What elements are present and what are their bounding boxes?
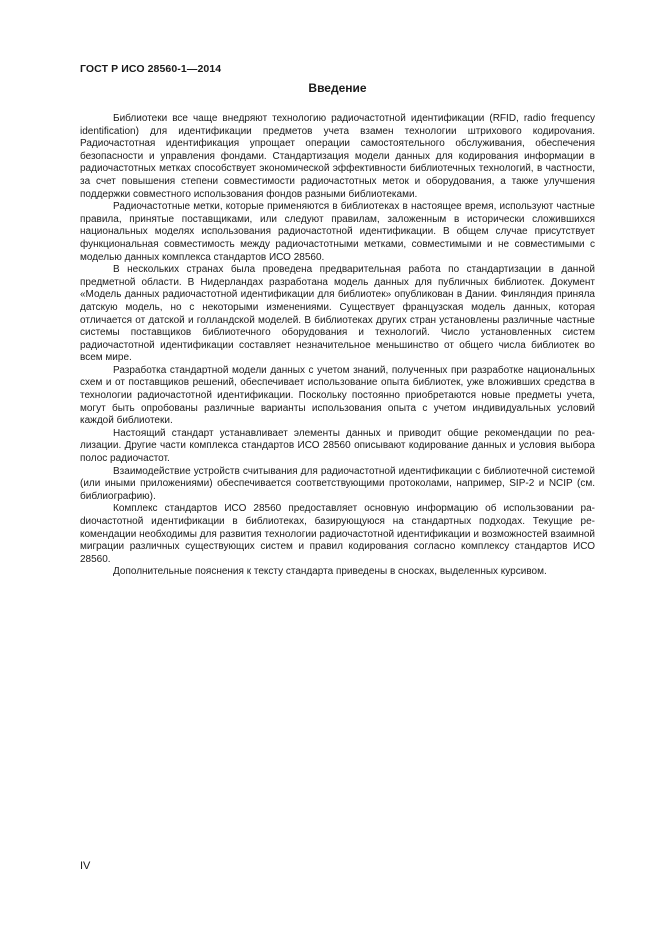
page-title: Введение	[308, 81, 367, 95]
document-standard-id: ГОСТ Р ИСО 28560-1—2014	[80, 63, 222, 75]
paragraph-current-tags: Радиочастотные метки, которые применяются в библиотеках в настоящее время, используют частные правила, принятые поставщиками, или следуют правилам, заложенным в исторически сложившихся национальных моделях использования радиочастотной идентификации. В общем случае присутствует функциональная совместимость между радиочастотными метками, совместимыми и не совместимыми с моделью данных комплекса стандартов ИСО 28560.	[80, 201, 595, 263]
paragraph-rfid-intro: Библиотеки все чаще внедряют технологию радиочастотной идентификации (RFID, radio frequency identification) для идентификации предметов учета взамен технологии штрихового кодироvания. Радиочастотная идентификация упрощает операции самостоятельного обслуживания, обеспечения безопасности и управления фондами. Стандартизация модели данных для кодирования информации в радиочастотных метках способствует экономической эффективности библиотечных технологий, в частности, за счет повышения степени совместимости радиочастотных меток и оборудования, а также улучшения поддержки совместного использования фондов разными библиотеками.	[80, 113, 595, 200]
page-number: IV	[80, 860, 91, 872]
paragraph-scope: Настоящий стандарт устанавливает элементы данных и приводит общие рекомендации по реализации. Другие части комплекса стандартов ИСО 28560 описывают кодирование данных и условия выбора полос радиочастот.	[80, 427, 595, 465]
body-text	[80, 113, 595, 579]
paragraph-national-work: В нескольких странах была проведена предварительная работа по стандартизации в данной предметной области. В Нидерландах разработана модель данных для публичных библиотек. Документ «Модель данных радиочастотной идентификации для библиотек» опубликован в Дании. Финляндия приняла датскую модель, но с некоторыми изменениями. Существует французская модель данных, которая отличается от датской и голландской моделей. В библиотеках других стран установлены различные частные системы поставщиков библиотечного оборудования и технологий. Число установленных систем радиочастотной идентификации составляет незначительное меньшинство от общего числа библиотек во всем мире.	[80, 264, 595, 364]
paragraph-footnotes-note: Дополнительные пояснения к тексту стандарта приведены в сносках, выделенных курсивом.	[113, 566, 547, 578]
paragraph-series-overview: Комплекс стандартов ИСО 28560 предоставляет основную информацию об использовании раdиочастотной идентификации в библиотеках, базирующуюся на стандартных подходах. Текущие рекомендации необходимы для развития технологии радиочастотной идентификации и возможностей взаимной миграции различных существующих систем и правил кодирования согласно комплексу стандартов ИСО 28560.	[80, 503, 595, 565]
paragraph-protocols: Взаимодействие устройств считывания для радиочастотной идентификации с библиотечной системой (или иными приложениями) обеспечивается соответствующими протоколами, например, SIP-2 и NCIP (см. библиографию).	[80, 465, 595, 502]
paragraph-standard-model: Разработка стандартной модели данных с учетом знаний, полученных при разработке национальных схем и от поставщиков решений, обеспечивает использование опыта библиотек, уже вложивших средства в технологии радиочастотной идентификации. Поскольку постоянно приобретаются новые предметы учета, могут быть опробованы различные варианты использования опыта с учетом индивидуальных условий каждой библиотеки.	[80, 364, 595, 427]
